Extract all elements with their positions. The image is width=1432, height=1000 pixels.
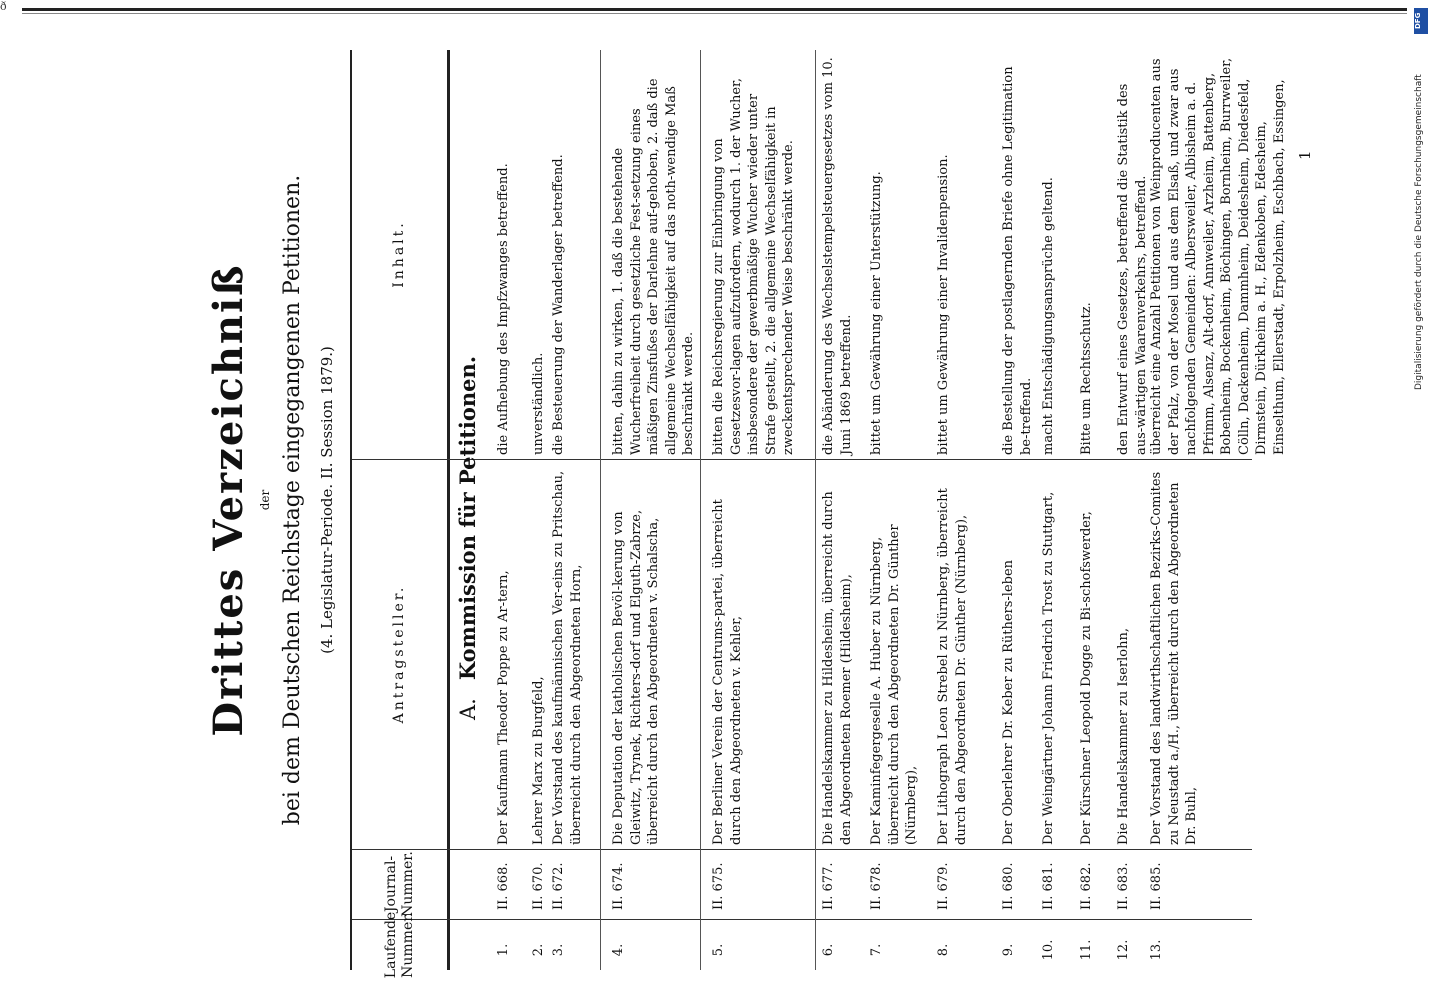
row-number: 9. [1001, 943, 1016, 957]
header-laufende: Laufende Nummer. [383, 911, 416, 979]
row-number: 13. [1149, 939, 1164, 961]
row-journal: II. 675. [711, 862, 726, 910]
row-number: 6. [821, 943, 836, 957]
page-subtitle: bei dem Deutschen Reichstage eingegangenen Petitionen. [280, 174, 305, 826]
row-antragsteller: Der Kaminfegergeselle A. Huber zu Nürnberg, überreicht durch den Abgeordneten Dr. Günther (Nürnberg), [869, 524, 920, 845]
section-title: Kommission für Petitionen. [455, 355, 480, 681]
row-journal: II. 681. [1041, 862, 1056, 910]
row-inhalt: unverständlich. [531, 352, 546, 455]
row-antragsteller: Der Oberlehrer Dr. Keber zu Rüthers-leben [1001, 559, 1016, 845]
header-antragsteller: Antragsteller. [391, 584, 408, 724]
row-antragsteller: Der Kaufmann Theodor Poppe zu Ar-tern, [496, 570, 511, 845]
row-separator [700, 50, 701, 970]
row-antragsteller: Der Lithograph Leon Strebel zu Nürnberg, überreicht durch den Abgeordneten Dr. Günther (Nürnberg), [936, 488, 969, 845]
section-heading [455, 100, 480, 720]
row-journal: II. 685. [1149, 862, 1164, 910]
row-inhalt: den Entwurf eines Gesetzes, betreffend die Statistik des aus-wärtigen Waarenverkehrs, betreffend. [1116, 83, 1149, 455]
row-journal: II. 678. [869, 862, 884, 910]
row-journal: II. 672. [551, 862, 566, 910]
table-header-rule [447, 50, 450, 970]
row-journal: II. 682. [1079, 862, 1094, 910]
row-inhalt: bittet um Gewährung einer Unterstützung. [869, 171, 884, 455]
row-inhalt: macht Entschädigungsansprüche geltend. [1041, 177, 1056, 455]
page-number: 1 [1296, 150, 1314, 160]
row-number: 3. [551, 943, 566, 957]
row-journal: II. 674. [611, 862, 626, 910]
row-antragsteller: Die Handelskammer zu Iserlohn, [1116, 628, 1131, 845]
row-antragsteller: Der Vorstand des landwirthschaftlichen Bezirks-Comites zu Neustadt a./H., überreicht durch den Abgeordneten Dr. Buhl, [1149, 471, 1200, 845]
title-der: der [258, 489, 272, 511]
row-inhalt: die Besteuerung der Wanderlager betreffend. [551, 154, 566, 455]
section-prefix: A. [456, 698, 480, 720]
row-inhalt: die Aufhebung des Impfzwanges betreffend. [496, 163, 511, 455]
row-antragsteller: Lehrer Marx zu Burgfeld, [531, 676, 546, 845]
row-antragsteller: Die Handelskammer zu Hildesheim, überreicht durch den Abgeordneten Roemer (Hildesheim), [821, 491, 854, 845]
row-number: 8. [936, 943, 951, 957]
row-separator [600, 50, 601, 970]
row-antragsteller: Der Kürschner Leopold Dogge zu Bi-schofswerder, [1079, 511, 1094, 845]
row-journal: II. 670. [531, 862, 546, 910]
row-inhalt: Bitte um Rechtsschutz. [1079, 302, 1094, 455]
row-number: 2. [531, 943, 546, 957]
row-antragsteller: Der Berliner Verein der Centrums-partei, überreicht durch den Abgeordneten v. Kehler, [711, 499, 744, 845]
session-line: (4. Legislatur-Periode. II. Session 1879.) [318, 346, 336, 654]
row-inhalt: bitten, dahin zu wirken, 1. daß die bestehende Wucherfreiheit durch gesetzliche Fest-setzung eines mäßigen Zinsfußes der Darlehne auf-gehoben, 2. daß die allgemeine Wechselfähigkeit auf das noth-wendige Maß beschränkt werde. [611, 78, 697, 455]
digitization-note: Digitalisierung gefördert durch die Deutsche Forschungsgemeinschaft [1414, 74, 1424, 390]
scan-corner-mark: ð [0, 0, 7, 13]
header-journal: Journal-Nummer. [383, 851, 416, 917]
row-number: 7. [869, 943, 884, 957]
row-journal: II. 677. [821, 862, 836, 910]
row-number: 12. [1116, 939, 1131, 961]
row-number: 10. [1041, 939, 1056, 961]
row-antragsteller: Die Deputation der katholischen Bevöl-kerung von Gleiwitz, Trynek, Richters-dorf und Elguth-Zabrze, überreicht durch den Abgeordneten v. Schalscha, [611, 509, 662, 845]
row-journal: II. 679. [936, 862, 951, 910]
row-inhalt: die Bestellung der postlagernden Briefe ohne Legitimation be-treffend. [1001, 66, 1034, 455]
row-journal: II. 683. [1116, 862, 1131, 910]
row-inhalt: überreicht eine Anzahl Petitionen von Weinproducenten aus der Pfalz, von der Mosel und aus dem Elsaß, und zwar aus nachfolgenden Gemeinden: Albersweiler, Albisheim a. d. Pfrimm, Alsenz, Alt-dorf, Annweiler, Arzheim, Battenberg, Bobenheim, Bockenheim, Böchingen, Bornheim, Burrweiler, Cölln, Dackenheim, Dammheim, Deidesheim, Diedesfeld, Dirmstein, Dürkheim a. H., Edenkoben, Edesheim, Einselthum, Ellerstadt, Erpolzheim, Eschbach, Essingen, [1149, 57, 1287, 455]
row-journal: II. 668. [496, 862, 511, 910]
row-separator [815, 50, 816, 970]
row-number: 11. [1079, 939, 1094, 961]
row-number: 4. [611, 943, 626, 957]
column-divider [352, 459, 1252, 460]
row-antragsteller: Der Vorstand des kaufmännischen Ver-eins zu Pritschau, überreicht durch den Abgeordneten Horn, [551, 470, 584, 845]
page-title: Drittes Verzeichniß [205, 263, 252, 737]
column-divider [352, 919, 1252, 920]
row-number: 5. [711, 943, 726, 957]
header-inhalt: Inhalt. [391, 220, 408, 288]
dfg-logo-icon: DFG [1414, 8, 1428, 34]
row-journal: II. 680. [1001, 862, 1016, 910]
row-inhalt: bittet um Gewährung einer Invalidenpension. [936, 154, 951, 455]
row-inhalt: die Abänderung des Wechselstempelsteuergesetzes vom 10. Juni 1869 betreffend. [821, 57, 854, 455]
row-number: 1. [496, 943, 511, 957]
row-inhalt: bitten die Reichsregierung zur Einbringung von Gesetzesvor-lagen aufzufordern, wodurch 1. der Wucher, insbesondere der gewerbmäßige Wucher wieder unter Strafe gestellt, 2. die allgemeine Wechselfähigkeit in zweckentsprechender Weise beschränkt werde. [711, 78, 797, 455]
row-antragsteller: Der Weingärtner Johann Friedrich Trost zu Stuttgart, [1041, 491, 1056, 845]
